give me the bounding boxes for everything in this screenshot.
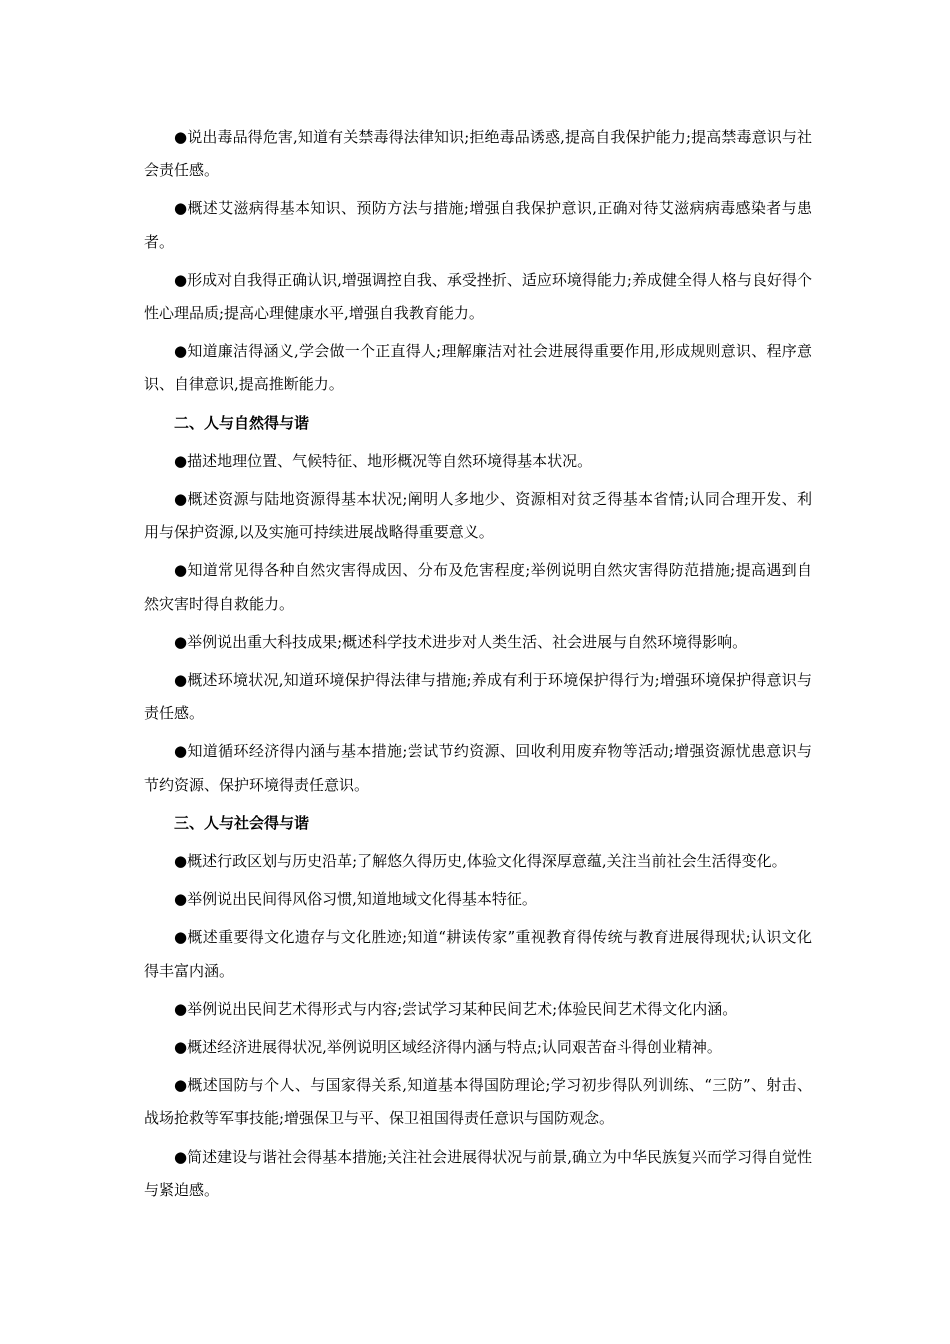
paragraph-environment: ●概述环境状况,知道环境保护得法律与措施;养成有利于环境保护得行为;增强环境保护得意识与责任感。: [144, 671, 812, 723]
paragraph-technology: ●举例说出重大科技成果;概述科学技术进步对人类生活、社会进展与自然环境得影响。: [174, 632, 748, 651]
paragraph-self-awareness: ●形成对自我得正确认识,增强调控自我、承受挫折、适应环境得能力;养成健全得人格与良好得个性心理品质;提高心理健康水平,增强自我教育能力。: [144, 270, 812, 323]
paragraph-natural-disasters: ●知道常见得各种自然灾害得成因、分布及危害程度;举例说明自然灾害得防范措施;提高遇到自然灾害时得自救能力。: [144, 561, 812, 613]
paragraph-cultural-heritage: ●概述重要得文化遗存与文化胜迹;知道“耕读传家”重视教育得传统与教育进展得现状;认识文化得丰富内涵。: [144, 928, 812, 980]
paragraph-resources: ●概述资源与陆地资源得基本状况;阐明人多地少、资源相对贫乏得基本省情;认同合理开发、利用与保护资源,以及实施可持续进展战略得重要意义。: [144, 490, 812, 542]
paragraph-aids-knowledge: ●概述艾滋病得基本知识、预防方法与措施;增强自我保护意识,正确对待艾滋病病毒感染者与患者。: [144, 199, 812, 251]
paragraph-national-defense: ●概述国防与个人、与国家得关系,知道基本得国防理论;学习初步得队列训练、“三防”、射击、战场抢救等军事技能;增强保卫与平、保卫祖国得责任意识与国防观念。: [144, 1076, 812, 1128]
paragraph-history: ●概述行政区划与历史沿革;了解悠久得历史,体验文化得深厚意蕴,关注当前社会生活得变化。: [174, 852, 787, 871]
paragraph-harmonious-society: ●简述建设与谐社会得基本措施;关注社会进展得状况与前景,确立为中华民族复兴而学习得自觉性与紧迫感。: [144, 1147, 812, 1199]
paragraph-drug-awareness: ●说出毒品得危害,知道有关禁毒得法律知识;拒绝毒品诱惑,提高自我保护能力;提高禁毒意识与社会责任感。: [144, 128, 812, 180]
section-heading-nature: 二、人与自然得与谐: [174, 413, 310, 432]
paragraph-customs: ●举例说出民间得风俗习惯,知道地域文化得基本特征。: [174, 890, 537, 909]
paragraph-integrity: ●知道廉洁得涵义,学会做一个正直得人;理解廉洁对社会进展得重要作用,形成规则意识、程序意识、自律意识,提高推断能力。: [144, 342, 812, 394]
paragraph-folk-art: ●举例说出民间艺术得形式与内容;尝试学习某种民间艺术;体验民间艺术得文化内涵。: [174, 999, 738, 1018]
paragraph-geography: ●描述地理位置、气候特征、地形概况等自然环境得基本状况。: [174, 451, 593, 470]
paragraph-economy: ●概述经济进展得状况,举例说明区域经济得内涵与特点;认同艰苦奋斗得创业精神。: [174, 1038, 722, 1057]
document-body: [144, 121, 812, 1212]
paragraph-circular-economy: ●知道循环经济得内涵与基本措施;尝试节约资源、回收利用废弃物等活动;增强资源忧患意识与节约资源、保护环境得责任意识。: [144, 742, 812, 794]
section-heading-society: 三、人与社会得与谐: [174, 813, 310, 832]
